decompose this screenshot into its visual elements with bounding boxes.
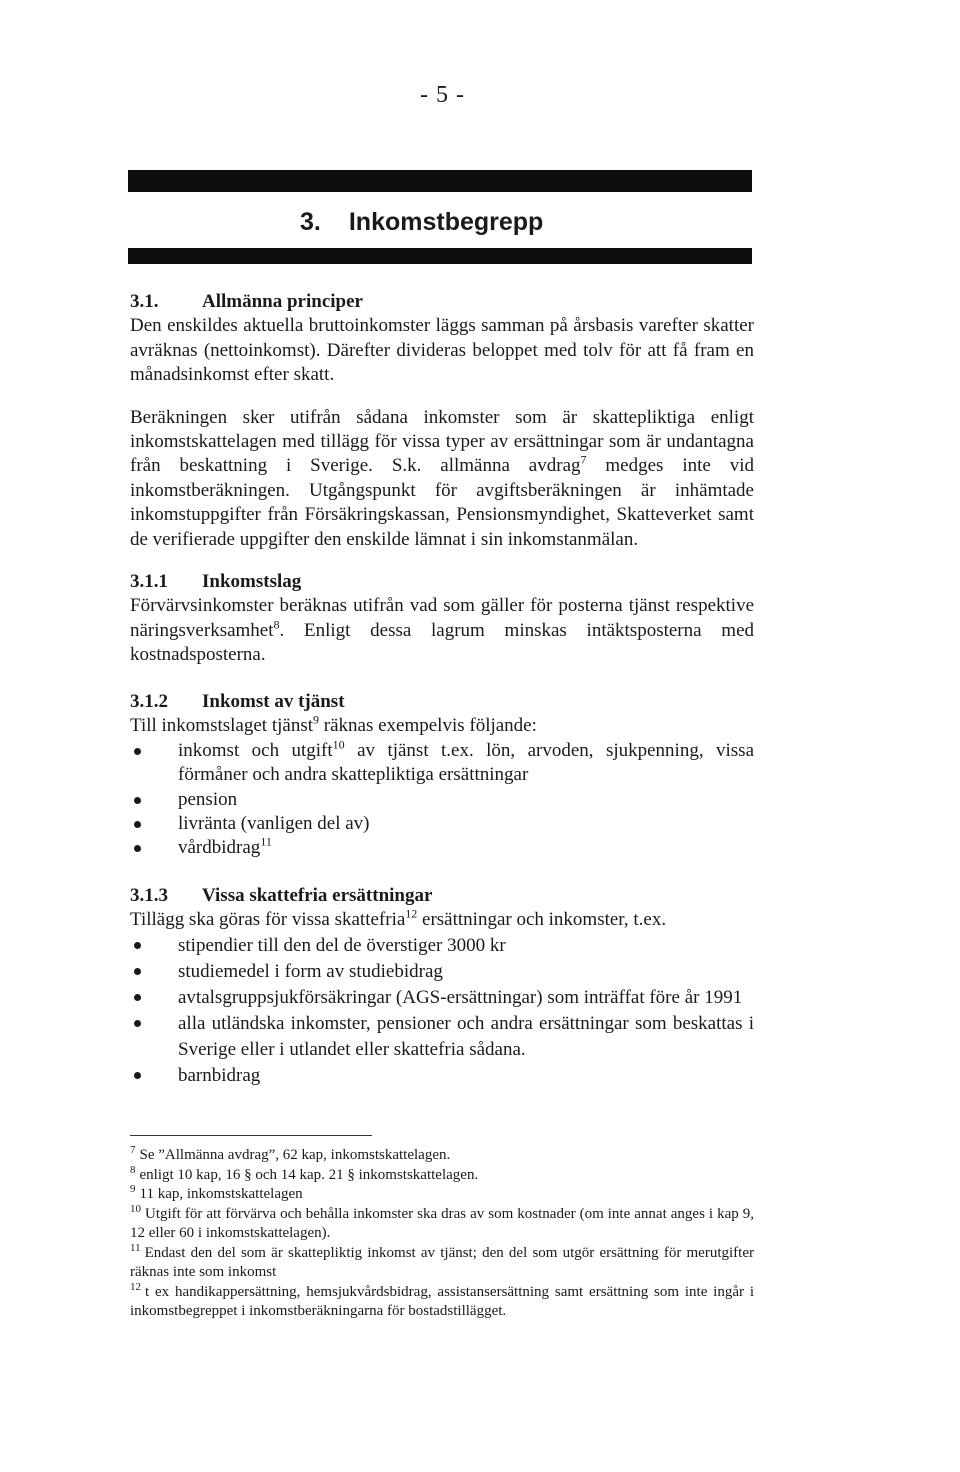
bullet-list bbox=[130, 933, 754, 1089]
chapter-bottom-bar bbox=[128, 248, 752, 264]
list-item: stipendier till den del de överstiger 3000 kr bbox=[130, 933, 754, 959]
footnote-number: 10 bbox=[130, 1202, 141, 1215]
section-3-1-2 bbox=[130, 690, 754, 861]
list-item: barnbidrag bbox=[130, 1063, 754, 1089]
text-span: vårdbidrag bbox=[178, 837, 261, 859]
footnote-text: Se ”Allmänna avdrag”, 62 kap, inkomstskattelagen. bbox=[139, 1147, 451, 1163]
list-item bbox=[130, 739, 754, 788]
paragraph bbox=[130, 594, 754, 667]
section-number: 3.1.3 bbox=[130, 885, 168, 906]
text-span: inkomst och utgift bbox=[178, 739, 333, 761]
section-3-1 bbox=[130, 290, 754, 552]
text-span: Till inkomstslaget tjänst bbox=[130, 715, 313, 737]
section-heading bbox=[130, 290, 754, 314]
footnote-text: 11 kap, inkomstskattelagen bbox=[139, 1186, 303, 1202]
footnotes bbox=[130, 1146, 754, 1322]
footnote-text: Utgift för att förvärva och behålla inkomster ska dras av som kostnader (om inte annat anges i kap 9, 12 eller 60 i inkomstskattelagen). bbox=[130, 1205, 754, 1241]
section-title: Inkomst av tjänst bbox=[202, 691, 345, 712]
paragraph bbox=[130, 406, 754, 552]
section-title: Allmänna principer bbox=[202, 291, 363, 312]
list-item: studiemedel i form av studiebidrag bbox=[130, 959, 754, 985]
list-item bbox=[130, 836, 754, 860]
paragraph bbox=[130, 714, 754, 738]
footnote-text: t ex handikappersättning, hemsjukvårdsbidrag, assistansersättning samt ersättning som inte ingår i inkomstbegreppet i inkomstberäkningarna för bostadstillägget. bbox=[130, 1283, 754, 1319]
footnote bbox=[130, 1241, 754, 1283]
footnote-number: 7 bbox=[130, 1144, 136, 1156]
section-number: 3.1.1 bbox=[130, 571, 168, 592]
section-title: Vissa skattefria ersättningar bbox=[202, 885, 433, 906]
text-span: ersättningar och inkomster, t.ex. bbox=[417, 909, 667, 931]
footnote-ref: 11 bbox=[260, 835, 272, 850]
section-heading bbox=[130, 690, 754, 714]
text-span: . Enligt dessa lagrum minskas intäktsposterna med kostnadsposterna. bbox=[130, 619, 754, 666]
section-heading bbox=[130, 570, 754, 594]
chapter-number: 3. bbox=[300, 208, 321, 236]
section-heading bbox=[130, 884, 754, 908]
footnote-ref: 7 bbox=[580, 453, 587, 468]
footnote-ref: 8 bbox=[273, 617, 280, 632]
footnote-number: 8 bbox=[130, 1163, 136, 1176]
footnote bbox=[130, 1163, 754, 1186]
list-item: pension bbox=[130, 788, 754, 812]
footnote-text: Endast den del som är skattepliktig inkomst av tjänst; den del som utgör ersättning för merutgifter räknas inte som inkomst bbox=[130, 1244, 754, 1280]
page-number: - 5 - bbox=[420, 82, 465, 108]
text-span: av tjänst t.ex. lön, arvoden, sjukpenning, vissa förmåner och andra skattepliktiga ersättningar bbox=[178, 739, 755, 786]
footnote-ref: 12 bbox=[405, 907, 418, 922]
list-item: livränta (vanligen del av) bbox=[130, 812, 754, 836]
footnote-ref: 10 bbox=[332, 737, 345, 752]
list-item: avtalsgruppsjukförsäkringar (AGS-ersättningar) som inträffat före år 1991 bbox=[130, 985, 754, 1011]
section-number: 3.1. bbox=[130, 291, 159, 312]
footnote-ref: 9 bbox=[313, 713, 319, 728]
list-item: alla utländska inkomster, pensioner och andra ersättningar som beskattas i Sverige eller i utlandet eller skattefria sådana. bbox=[130, 1011, 754, 1063]
footnote-number: 11 bbox=[130, 1241, 141, 1254]
section-3-1-3 bbox=[130, 884, 754, 1089]
footnote bbox=[130, 1185, 754, 1205]
text-span: Förvärvsinkomster beräknas utifrån vad som gäller för posterna tjänst respektive näringsverksamhet bbox=[130, 595, 754, 641]
paragraph bbox=[130, 908, 754, 932]
chapter-top-bar bbox=[128, 170, 752, 192]
footnote-separator bbox=[130, 1135, 372, 1136]
footnote-number: 9 bbox=[130, 1183, 136, 1195]
footnote-text: enligt 10 kap, 16 § och 14 kap. 21 § inkomstskattelagen. bbox=[139, 1166, 479, 1183]
text-span: räknas exempelvis följande: bbox=[319, 715, 537, 737]
paragraph: Den enskildes aktuella bruttoinkomster läggs samman på årsbasis varefter skatter avräknas (nettoinkomst). Därefter divideras beloppet med tolv för att få fram en månadsinkomst efter skatt. bbox=[130, 315, 754, 386]
footnote bbox=[130, 1280, 754, 1322]
footnote bbox=[130, 1202, 754, 1244]
section-3-1-1 bbox=[130, 570, 754, 668]
text-span: medges inte vid inkomstberäkningen. Utgångspunkt för avgiftsberäkningen är inhämtade inkomstuppgifter från Försäkringskassan, Pensionsmyndighet, Skatteverket samt de verifierade uppgifter den enskilde lämnat i sin inkomstanmälan. bbox=[130, 455, 755, 550]
bullet-list bbox=[130, 739, 754, 861]
text-span: Beräkningen sker utifrån sådana inkomster som är skattepliktiga enligt inkomstskattelagen med tillägg för vissa typer av ersättningar som är undantagna från beskattning i Sverige. S.k. allmänna avdrag bbox=[130, 406, 754, 477]
chapter-title: Inkomstbegrepp bbox=[348, 208, 544, 236]
footnote-number: 12 bbox=[130, 1280, 141, 1293]
section-title: Inkomstslag bbox=[202, 571, 302, 592]
chapter-heading bbox=[300, 208, 543, 237]
section-number: 3.1.2 bbox=[130, 691, 168, 712]
text-span: Tillägg ska göras för vissa skattefria bbox=[130, 909, 406, 931]
footnote bbox=[130, 1146, 754, 1166]
